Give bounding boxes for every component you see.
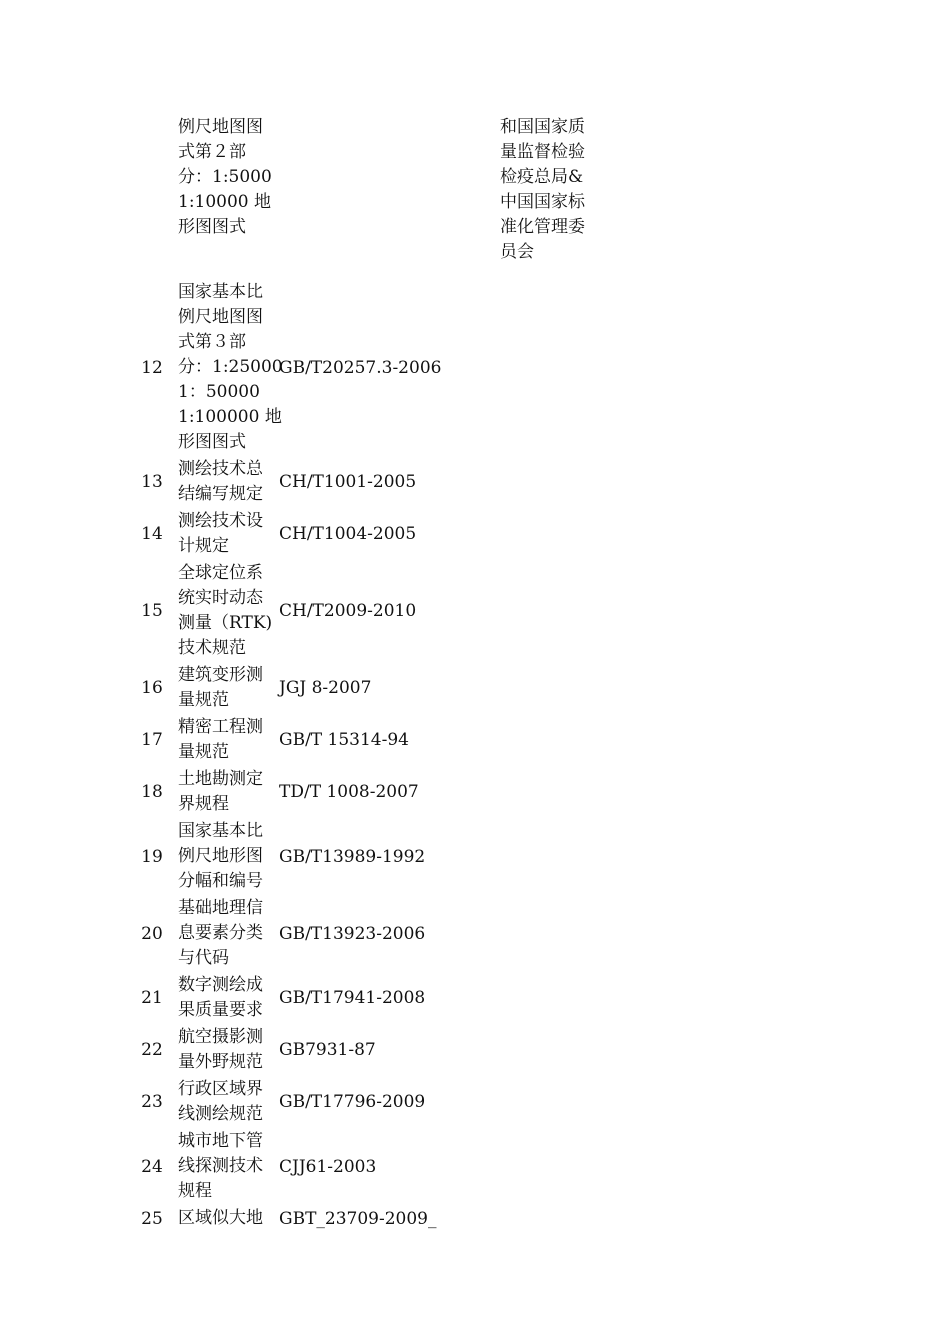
title-line: 1:100000 地 bbox=[178, 407, 282, 427]
standard-code: GBT_23709-2009_ bbox=[279, 1208, 437, 1229]
title-line: 量规范 bbox=[178, 690, 229, 710]
title-line: 与代码 bbox=[178, 948, 229, 968]
title-line: 精密工程测 bbox=[178, 717, 263, 737]
title-line: 基础地理信 bbox=[178, 898, 263, 918]
standard-title bbox=[178, 280, 283, 455]
issuer-line: 和国国家质 bbox=[500, 117, 585, 137]
issuer-line: 员会 bbox=[500, 242, 534, 262]
row-number: 14 bbox=[141, 524, 163, 544]
table-row bbox=[0, 1077, 950, 1127]
title-line: 形图图式 bbox=[178, 432, 246, 452]
title-line: 计规定 bbox=[178, 536, 229, 556]
title-line: 果质量要求 bbox=[178, 1000, 263, 1020]
standard-title bbox=[178, 896, 278, 971]
row-number: 23 bbox=[141, 1092, 163, 1112]
standard-title bbox=[178, 115, 278, 240]
table-row bbox=[0, 115, 950, 265]
row-number: 15 bbox=[141, 601, 163, 621]
title-line: 结编写规定 bbox=[178, 484, 263, 504]
standard-title bbox=[178, 1025, 278, 1075]
title-line: 测绘技术设 bbox=[178, 511, 263, 531]
title-line: 分：1:5000 bbox=[178, 167, 272, 187]
table-row bbox=[0, 1025, 950, 1075]
title-line: 分：1:25000 bbox=[178, 357, 283, 377]
title-line: 测量（RTK) bbox=[178, 613, 273, 633]
title-line: 线探测技术 bbox=[178, 1156, 263, 1176]
title-line: 息要素分类 bbox=[178, 923, 263, 943]
table-row bbox=[0, 663, 950, 713]
title-line: 统实时动态 bbox=[178, 588, 263, 608]
issuer-line: 量监督检验 bbox=[500, 142, 585, 162]
table-row bbox=[0, 280, 950, 455]
title-line: 数字测绘成 bbox=[178, 975, 263, 995]
table-row bbox=[0, 896, 950, 971]
table-row bbox=[0, 715, 950, 765]
row-number: 18 bbox=[141, 782, 163, 802]
table-row bbox=[0, 457, 950, 507]
row-number: 19 bbox=[141, 846, 163, 867]
title-line: 技术规范 bbox=[178, 638, 246, 658]
table-row bbox=[0, 973, 950, 1023]
title-line: 行政区域界 bbox=[178, 1079, 263, 1099]
standard-title bbox=[178, 767, 278, 817]
issuing-authority bbox=[500, 115, 610, 265]
title-line: 例尺地图图 bbox=[178, 117, 263, 137]
title-line: 土地勘测定 bbox=[178, 769, 263, 789]
title-line: 例尺地形图 bbox=[178, 846, 263, 866]
standard-code: GB/T 15314-94 bbox=[279, 730, 409, 750]
title-line: 1：50000 bbox=[178, 382, 260, 402]
row-number: 25 bbox=[141, 1208, 163, 1229]
title-line: 城市地下管 bbox=[178, 1131, 263, 1151]
title-line: 例尺地图图 bbox=[178, 307, 263, 327]
standard-code: GB/T13923-2006 bbox=[279, 923, 426, 944]
standard-title bbox=[178, 457, 278, 507]
table-row bbox=[0, 509, 950, 559]
standard-code: GB/T20257.3-2006 bbox=[279, 357, 442, 378]
row-number: 17 bbox=[141, 730, 163, 750]
table-row bbox=[0, 767, 950, 817]
title-line: 1:10000 地 bbox=[178, 192, 272, 212]
table-row bbox=[0, 819, 950, 894]
title-line: 建筑变形测 bbox=[178, 665, 263, 685]
row-number: 13 bbox=[141, 472, 163, 492]
title-line: 线测绘规范 bbox=[178, 1104, 263, 1124]
row-number: 16 bbox=[141, 678, 163, 698]
standard-title bbox=[178, 715, 278, 765]
standard-code: CH/T1004-2005 bbox=[279, 524, 417, 544]
table-row bbox=[0, 1206, 950, 1231]
row-number: 24 bbox=[141, 1156, 163, 1177]
standard-title bbox=[178, 561, 278, 661]
title-line: 全球定位系 bbox=[178, 563, 263, 583]
standard-code: GB/T13989-1992 bbox=[279, 846, 426, 867]
standard-title bbox=[178, 1129, 278, 1204]
standard-title bbox=[178, 663, 278, 713]
title-line: 界规程 bbox=[178, 794, 229, 814]
standard-code: TD/T 1008-2007 bbox=[279, 782, 419, 802]
row-number: 12 bbox=[141, 357, 163, 378]
standard-title bbox=[178, 819, 278, 894]
standard-code: JGJ 8-2007 bbox=[279, 678, 372, 698]
title-line: 形图图式 bbox=[178, 217, 246, 237]
issuer-line: 中国国家标 bbox=[500, 192, 585, 212]
title-line: 国家基本比 bbox=[178, 821, 263, 841]
title-line: 式第３部 bbox=[178, 332, 246, 352]
table-row bbox=[0, 561, 950, 661]
title-line: 量外野规范 bbox=[178, 1052, 263, 1072]
standard-title bbox=[178, 509, 278, 559]
title-line: 规程 bbox=[178, 1181, 212, 1201]
title-line: 式第２部 bbox=[178, 142, 246, 162]
title-line: 分幅和编号 bbox=[178, 871, 263, 891]
row-number: 20 bbox=[141, 923, 163, 944]
standard-code: GB/T17941-2008 bbox=[279, 988, 426, 1008]
standard-title bbox=[178, 1206, 278, 1231]
standard-code: GB7931-87 bbox=[279, 1040, 376, 1060]
standard-title bbox=[178, 1077, 278, 1127]
title-line: 国家基本比 bbox=[178, 282, 263, 302]
standard-code: CH/T2009-2010 bbox=[279, 601, 417, 621]
title-line: 航空摄影测 bbox=[178, 1027, 263, 1047]
standard-code: CH/T1001-2005 bbox=[279, 472, 417, 492]
issuer-line: 准化管理委 bbox=[500, 217, 585, 237]
title-line: 量规范 bbox=[178, 742, 229, 762]
row-number: 21 bbox=[141, 988, 163, 1008]
row-number: 22 bbox=[141, 1040, 163, 1060]
title-line: 测绘技术总 bbox=[178, 459, 263, 479]
standard-title bbox=[178, 973, 278, 1023]
issuer-line: 检疫总局& bbox=[500, 167, 584, 187]
title-line: 区域似大地 bbox=[178, 1208, 263, 1228]
standard-code: GB/T17796-2009 bbox=[279, 1092, 426, 1112]
standard-code: CJJ61-2003 bbox=[279, 1156, 377, 1177]
table-row bbox=[0, 1129, 950, 1204]
